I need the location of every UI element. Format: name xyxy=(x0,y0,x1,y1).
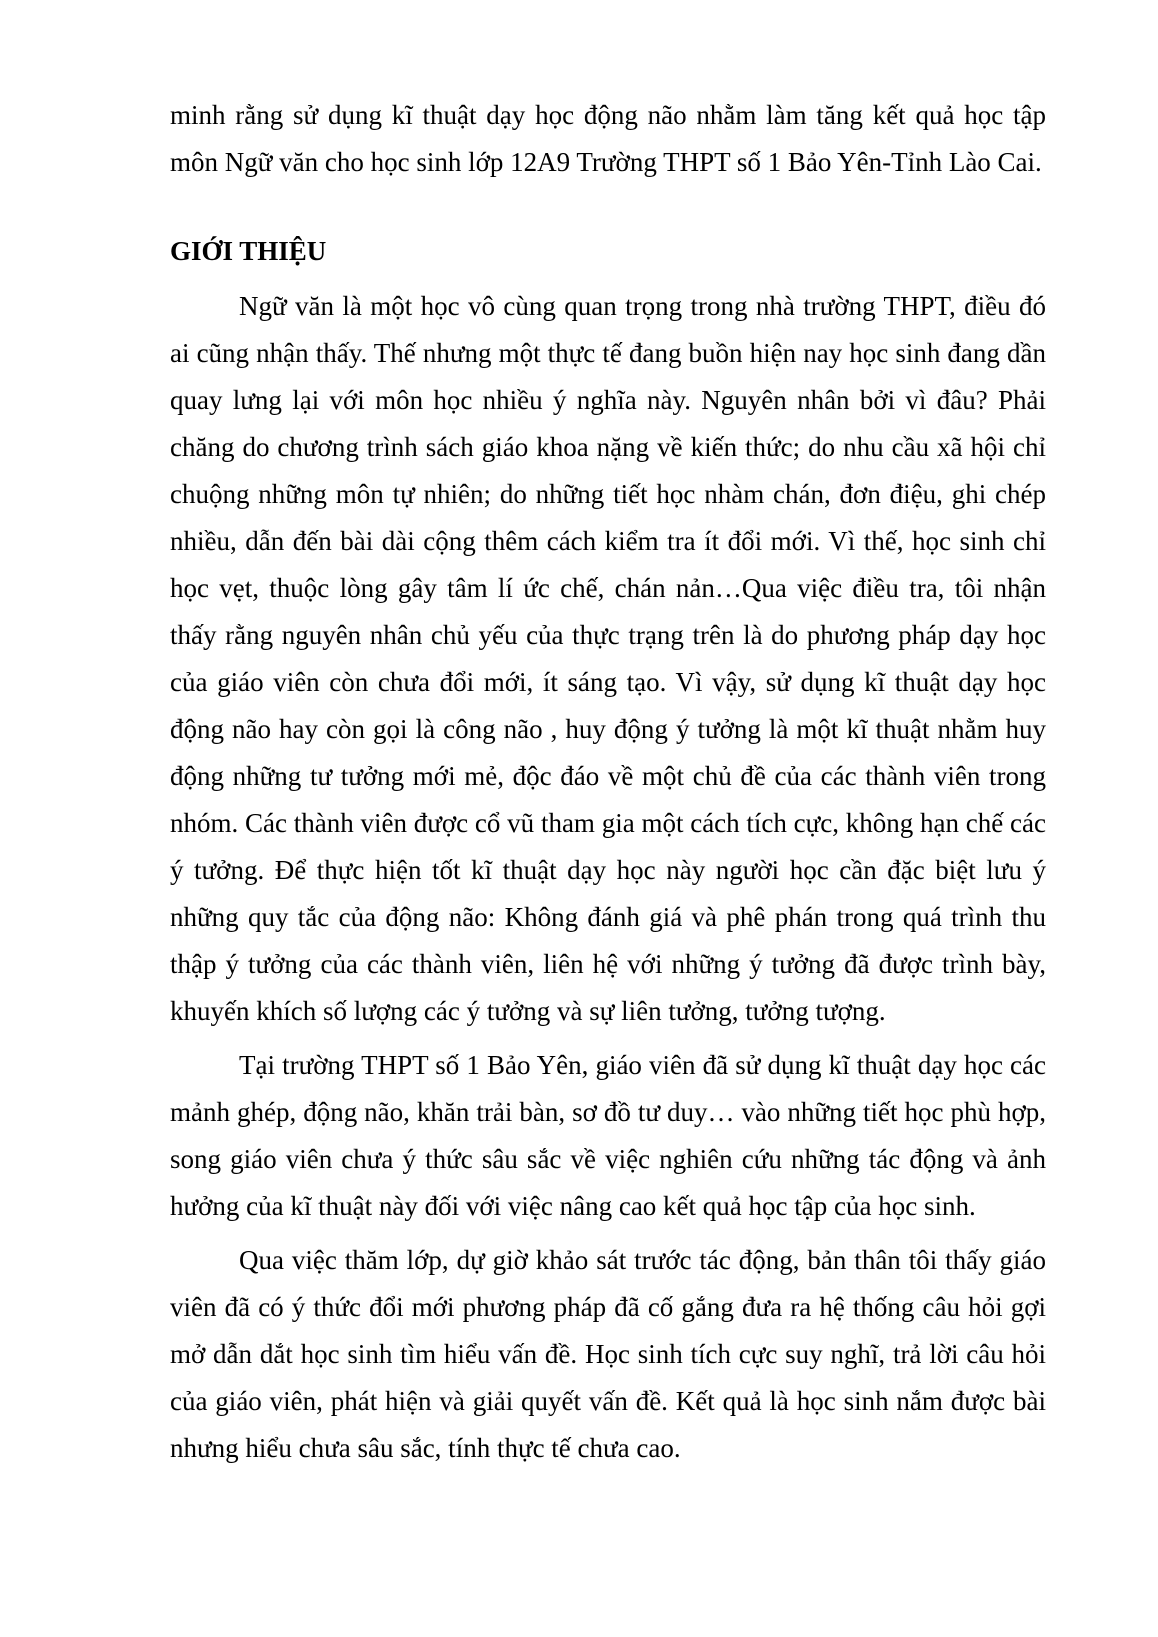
body-paragraph-1: Ngữ văn là một học vô cùng quan trọng trong nhà trường THPT, điều đó ai cũng nhận thấy. Thế nhưng một thực tế đang buồn hiện nay học sinh đang dần quay lưng lại với môn học nhiều ý nghĩa này. Nguyên nhân bởi vì đâu? Phải chăng do chương trình sách giáo khoa nặng về kiến thức; do nhu cầu xã hội chỉ chuộng những môn tự nhiên; do những tiết học nhàm chán, đơn điệu, ghi chép nhiều, dẫn đến bài dài cộng thêm cách kiểm tra ít đổi mới. Vì thế, học sinh chỉ học vẹt, thuộc lòng gây tâm lí ức chế, chán nản…Qua việc điều tra, tôi nhận thấy rằng nguyên nhân chủ yếu của thực trạng trên là do phương pháp dạy học của giáo viên còn chưa đổi mới, ít sáng tạo. Vì vậy, sử dụng kĩ thuật dạy học động não hay còn gọi là công não , huy động ý tưởng là một kĩ thuật nhằm huy động những tư tưởng mới mẻ, độc đáo về một chủ đề của các thành viên trong nhóm. Các thành viên được cổ vũ tham gia một cách tích cực, không hạn chế các ý tưởng. Để thực hiện tốt kĩ thuật dạy học này người học cần đặc biệt lưu ý những quy tắc của động não: Không đánh giá và phê phán trong quá trình thu thập ý tưởng của các thành viên, liên hệ với những ý tưởng đã được trình bày, khuyến khích số lượng các ý tưởng và sự liên tưởng, tưởng tượng. xyxy=(170,291,1046,1026)
intro-paragraph: minh rằng sử dụng kĩ thuật dạy học động não nhằm làm tăng kết quả học tập môn Ngữ văn cho học sinh lớp 12A9 Trường THPT số 1 Bảo Yên-Tỉnh Lào Cai. xyxy=(170,100,1046,177)
section-heading: GIỚI THIỆU xyxy=(170,236,327,266)
body-paragraph-2: Tại trường THPT số 1 Bảo Yên, giáo viên đã sử dụng kĩ thuật dạy học các mảnh ghép, động não, khăn trải bàn, sơ đồ tư duy… vào những tiết học phù hợp, song giáo viên chưa ý thức sâu sắc về việc nghiên cứu những tác động và ảnh hưởng của kĩ thuật này đối với việc nâng cao kết quả học tập của học sinh. xyxy=(170,1050,1046,1221)
page-content xyxy=(170,92,1046,1479)
body-paragraph-3: Qua việc thăm lớp, dự giờ khảo sát trước tác động, bản thân tôi thấy giáo viên đã có ý thức đổi mới phương pháp đã cố gắng đưa ra hệ thống câu hỏi gợi mở dẫn dắt học sinh tìm hiểu vấn đề. Học sinh tích cực suy nghĩ, trả lời câu hỏi của giáo viên, phát hiện và giải quyết vấn đề. Kết quả là học sinh nắm được bài nhưng hiểu chưa sâu sắc, tính thực tế chưa cao. xyxy=(170,1245,1046,1463)
